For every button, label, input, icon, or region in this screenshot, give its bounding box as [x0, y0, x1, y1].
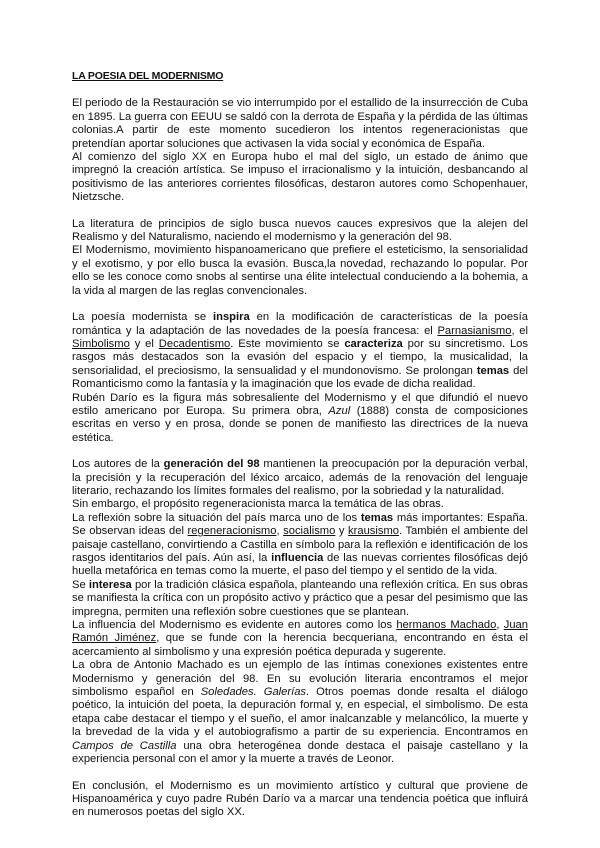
- paragraph-poesia-modernista: La poesía modernista se inspira en la modificación de características de la poesía romántica y la adaptación de las novedades de la poesía francesa: el Parnasianismo, el Simbolismo y el Decadentismo. Este movimiento se caracteriza por su sincretismo. Los rasgos más destacados son la evasión del espacio y el tiempo, la musicalidad, la sensorialidad, el preciosismo, la sensualidad y el mundonovismo. Se prolongan temas del Romanticismo como la fantasía y la imaginación que los evade de dicha realidad.: [72, 311, 528, 391]
- paragraph-reflexion: La reflexión sobre la situación del país marca uno de los temas más importantes: España. Se observan ideas del regeneracionismo, socialismo y krausismo. También el ambiente del paisaje castellano, convirtiendo a Castilla en símbolo para la reflexión e identificación de los rasgos identitarios del país. Aún así, la influencia de las nuevas corrientes filosóficas dejó huella metafórica en temas como la muerte, el paso del tiempo y el sentido de la vida.: [72, 511, 529, 578]
- paragraph-regeneracionista: Sin embargo, el propósito regeneracionista marca la temática de las obras.: [72, 498, 444, 511]
- paragraph-conclusion: En conclusión, el Modernismo es un movimiento artístico y cultural que proviene de Hispanoamérica y cuyo padre Rubén Darío va a marcar una tendencia poética que influirá en numerosos poetas del siglo XX.: [72, 779, 528, 819]
- paragraph-antonio-machado: La obra de Antonio Machado es un ejemplo de las íntimas conexiones existentes entre Modernismo y generación del 98. En su evolución literaria encontramos el mejor simbolismo español en Soledades. Galerías. Otros poemas donde resalta el diálogo poético, la intuición del poeta, la depuración formal y, en especial, el simbolismo. De esta etapa cabe destacar el tiempo y el sueño, el amor inalcanzable y melancólico, la muerte y la brevedad de la vida y el autobiografismo a partir de su experiencia. Encontramos en Campos de Castilla una obra heterogénea donde destaca el paisaje castellano y la experiencia personal con el amor y la muerte a través de Leonor.: [72, 659, 529, 766]
- document-page: [72, 70, 528, 820]
- link-decadentismo[interactable]: Decadentismo: [158, 337, 231, 350]
- paragraph-tradicion: Se interesa por la tradición clásica española, planteando una reflexión crítica. En sus obras se manifiesta la crítica con un propósito activo y práctico que a pesar del pesimismo que las impregna, permiten una reflexión sobre cuestiones que se plantean.: [72, 578, 528, 618]
- paragraph-siglo-xx: Al comienzo del siglo XX en Europa hubo el mal del siglo, un estado de ánimo que impregnó la creación artística. Se impuso el irracionalismo y la intuición, desbancando al positivismo de las anteriores corrientes filosóficas, destaron autores como Schopenhauer, Nietzsche.: [72, 151, 528, 204]
- document-title: LA POESIA DEL MODERNISMO: [72, 70, 224, 82]
- paragraph-restauracion: El periodo de la Restauración se vio interrumpido por el estallido de la insurrección de Cuba en 1895. La guerra con EEUU se saldó con la derrota de España y la pérdida de las últimas colonias.A partir de este momento sucedieron los intentos regeneracionistas que pretendían aportar soluciones que activasen la vida social y económica de España.: [72, 97, 528, 150]
- link-juan-ramon-jimenez[interactable]: Juan Ramón Jiménez: [72, 619, 528, 645]
- link-simbolismo[interactable]: Simbolismo: [72, 337, 130, 350]
- link-krausismo[interactable]: krausismo: [348, 525, 400, 538]
- paragraph-ruben-dario: Rubén Darío es la figura más sobresaliente del Modernismo y el que difundió el nuevo estilo americano por Europa. Su primera obra, Azul (1888) consta de composiciones escritas en verso y en prosa, donde se ponen de manifiesto las directrices de la nueva estética.: [72, 391, 528, 444]
- paragraph-modernismo: El Modernismo, movimiento hispanoamericano que prefiere el esteticismo, la sensorialidad y el exotismo, y por ello busca la evasión. Busca,la novedad, rechazando lo popular. Por ello se les conoce como snobs al sentirse una élite intelectual conduciendo a la bohemia, a la vida al margen de las reglas convencionales.: [72, 244, 528, 297]
- link-regeneracionismo[interactable]: regeneracionismo: [187, 525, 277, 538]
- link-socialismo[interactable]: socialismo: [283, 525, 336, 538]
- link-parnasianismo[interactable]: Parnasianismo: [437, 324, 512, 337]
- paragraph-influencia: La influencia del Modernismo es evidente en autores como los hermanos Machado, Juan Ramón Jiménez, que se funde con la herencia becqueriana, encontrando en ésta el acercamiento al simbolismo y una expresión poética depurada y sugerente.: [72, 619, 528, 658]
- paragraph-generacion-98: Los autores de la generación del 98 mantienen la preocupación por la depuración verbal, la precisión y la recuperación del léxico arcaico, además de la renovación del lenguaje literario, rechazando los límites formales del realismo, por la sobriedad y la naturalidad.: [72, 458, 529, 497]
- link-hermanos-machado[interactable]: hermanos Machado: [396, 619, 497, 632]
- paragraph-literatura: La literatura de principios de siglo busca nuevos cauces expresivos que la alejen del Realismo y del Naturalismo, naciendo el modernismo y la generación del 98.: [72, 217, 528, 244]
